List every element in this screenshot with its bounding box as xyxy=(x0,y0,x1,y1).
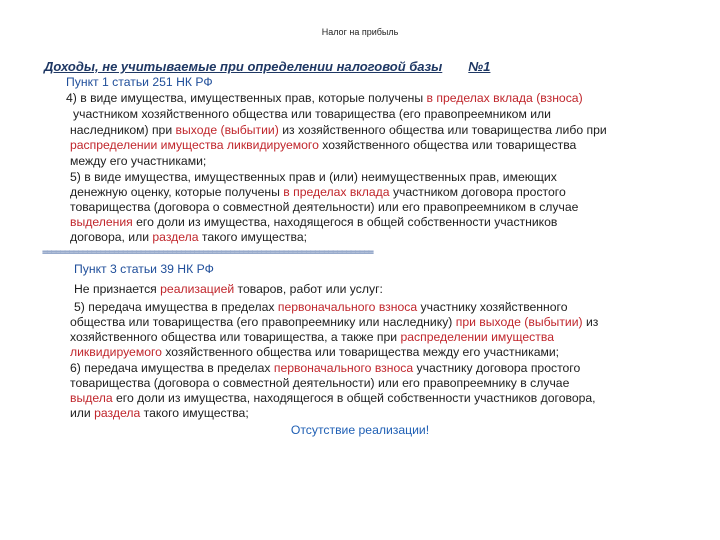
page-heading xyxy=(44,59,490,74)
s1-p4-line4: распределении имущества ликвидируемого хозяйственного общества или товарищества xyxy=(70,138,577,152)
s2-p6-line2: товарищества (договора о совместной деятельности) или его правопреемнику в случае xyxy=(70,376,570,390)
slide-title: Налог на прибыль xyxy=(321,27,399,37)
s1-p5-line2: денежную оценку, которые получены в пределах вклада участником договора простого xyxy=(70,185,566,199)
s2-p5-line2: общества или товарищества (его правопреемнику или наследнику) при выходе (выбытии) из xyxy=(70,315,599,329)
s1-p5-line5: договора, или раздела такого имущества; xyxy=(70,230,307,244)
s1-p5-line1: 5) в виде имущества, имущественных прав и (или) неимущественных прав, имеющих xyxy=(70,170,557,184)
s2-p5-line3: хозяйственного общества или товарищества, а также при распределении имущества xyxy=(70,330,554,344)
s1-p5-line4: выделения его доли из имущества, находящегося в общей собственности участников xyxy=(70,215,558,229)
s1-p4-line2: участником хозяйственного общества или товарищества (его правопреемником или xyxy=(73,107,551,121)
section2-title: Пункт 3 статьи 39 НК РФ xyxy=(74,262,214,276)
s1-p4-line3: наследником) при выходе (выбытии) из хозяйственного общества или товарищества либо при xyxy=(70,123,607,137)
s2-p6-line1: 6) передача имущества в пределах первоначального взноса участнику договора простого xyxy=(70,361,581,375)
s2-p6-line4: или раздела такого имущества; xyxy=(70,406,249,420)
s2-p6-line3: выдела его доли из имущества, находящегося в общей собственности участников договора, xyxy=(70,391,596,405)
section1-title: Пункт 1 статьи 251 НК РФ xyxy=(66,75,213,89)
s1-p4-line1: 4) в виде имущества, имущественных прав, которые получены в пределах вклада (взноса) xyxy=(66,91,583,105)
s1-p5-line3: товарищества (договора о совместной деятельности) или его правопреемником в случае xyxy=(70,200,579,214)
heading-number: №1 xyxy=(468,59,491,74)
heading-text: Доходы, не учитываемые при определении налоговой базы xyxy=(44,59,443,74)
conclusion-text: Отсутствие реализации! xyxy=(290,423,430,437)
s2-p5-line1: 5) передача имущества в пределах первоначального взноса участнику хозяйственного xyxy=(74,300,568,314)
s1-p4-line5: между его участниками; xyxy=(70,154,207,168)
separator-line: ========================================================================== xyxy=(42,247,373,258)
s2-intro: Не признается реализацией товаров, работ или услуг: xyxy=(74,282,383,296)
s2-p5-line4: ликвидируемого хозяйственного общества или товарищества между его участниками; xyxy=(70,345,560,359)
